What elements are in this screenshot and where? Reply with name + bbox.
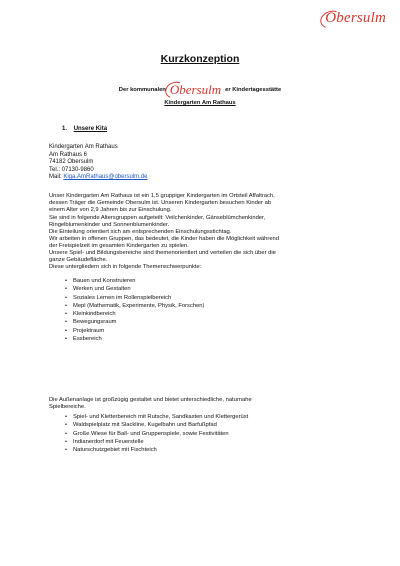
obersulm-inline-logo bbox=[170, 82, 221, 98]
list-item: • Indianerdorf mit Feuerstelle bbox=[65, 438, 355, 446]
address-block bbox=[49, 144, 349, 182]
logo-text: Obersulm bbox=[325, 10, 386, 26]
paragraph-line: Sie sind in folgende Altersgruppen aufgeteilt: Veilchenkinder, Gänseblümchenkinder, bbox=[49, 214, 266, 221]
list-item: • Große Wiese für Ball- und Gruppenspiele, sowie Festivitäten bbox=[65, 430, 355, 438]
paragraph-line: Unsere Spiel- und Bildungsbereiche sind themenorientiert und verteilen die sich über die bbox=[49, 250, 276, 256]
paragraph-intro bbox=[49, 193, 349, 251]
inline-logo-text: Obersulm bbox=[169, 82, 222, 97]
list-item: • Projektraum bbox=[65, 327, 355, 335]
paragraph-areas bbox=[49, 250, 349, 272]
document-title: Kurzkonzeption bbox=[160, 53, 240, 65]
section-title: Unsere Kita bbox=[73, 126, 108, 132]
list-item: • Spiel- und Kletterbereich mit Rutsche, Sandkasten und Klettergerüst bbox=[65, 413, 355, 421]
list-item: • Waldspielplatz mit Slackline, Kugelbahn und Barfußpfad bbox=[65, 421, 355, 429]
list-item: • Kleinkindbereich bbox=[65, 310, 355, 318]
list-item: • Naturschutzgebiet mit Fischteich bbox=[65, 446, 355, 454]
subtitle-after: er Kindertagesstätte bbox=[225, 87, 282, 93]
outdoor-list bbox=[65, 413, 355, 454]
obersulm-logo bbox=[325, 10, 386, 27]
address-street: Am Rathaus 6 bbox=[49, 151, 88, 158]
section-number: 1. bbox=[62, 126, 68, 132]
paragraph-line: Die Außenanlage ist großzügig gestaltet und bietet unterschiedliche, naturnahe bbox=[49, 397, 252, 403]
list-item: • Werken und Gestalten bbox=[65, 285, 355, 293]
paragraph-line: Unser Kindergarten Am Rathaus ist ein 1,5 gruppiger Kindergarten im Ortsteil Affaltrach, bbox=[49, 193, 275, 199]
address-name: Kindergarten Am Rathaus bbox=[49, 144, 118, 150]
list-item: • Bewegungsraum bbox=[65, 318, 355, 326]
address-phone: Tel.: 07130-9860 bbox=[49, 166, 94, 173]
paragraph-outdoor bbox=[49, 397, 349, 411]
paragraph-line: einem Alter von 2,9 Jahren bis zur Einschulung. bbox=[49, 207, 172, 214]
list-item: • Essbereich bbox=[65, 335, 355, 343]
paragraph-line: dessen Träger die Gemeinde Obersulm ist. Unseren Kindergarten besuchen Kinder ab bbox=[49, 200, 272, 207]
paragraph-line: Spielbereiche. bbox=[49, 404, 86, 411]
mail-link[interactable]: Kiga.AmRathaus@obersulm.de bbox=[63, 174, 148, 181]
section-heading-1 bbox=[62, 126, 107, 132]
document-subheading: Kindergarten Am Rathaus bbox=[164, 100, 236, 106]
paragraph-line: Ringelblumenkinder und Sonnenblumenkinder. bbox=[49, 221, 170, 228]
paragraph-line: Diese untergliedern sich in folgende Themenschwerpunkte: bbox=[49, 264, 202, 271]
paragraph-line: Wir arbeiten in offenen Gruppen, das bedeutet, die Kinder haben die Möglichkeit während bbox=[49, 236, 279, 243]
mail-label: Mail: bbox=[49, 174, 62, 181]
address-city: 74182 Obersulm bbox=[49, 159, 94, 166]
paragraph-line: ganze Gebäudefläche. bbox=[49, 257, 108, 264]
list-item: • Bauen und Konstruieren bbox=[65, 277, 355, 285]
paragraph-line: der Freispielzeit im gesamten Kindergarten zu spielen. bbox=[49, 243, 189, 250]
list-item: • Soziales Lernen im Rollenspielbereich bbox=[65, 294, 355, 302]
document-subtitle bbox=[0, 82, 400, 98]
themes-list bbox=[65, 277, 355, 343]
subtitle-before: Der kommunalen bbox=[118, 87, 166, 93]
address-mail-row bbox=[49, 174, 349, 182]
list-item: • Mepl (Mathematik, Experimente, Physik, Forschen) bbox=[65, 302, 355, 310]
paragraph-line: Die Einteilung orientiert sich am entsprechenden Einschulungsstichtag. bbox=[49, 229, 232, 236]
